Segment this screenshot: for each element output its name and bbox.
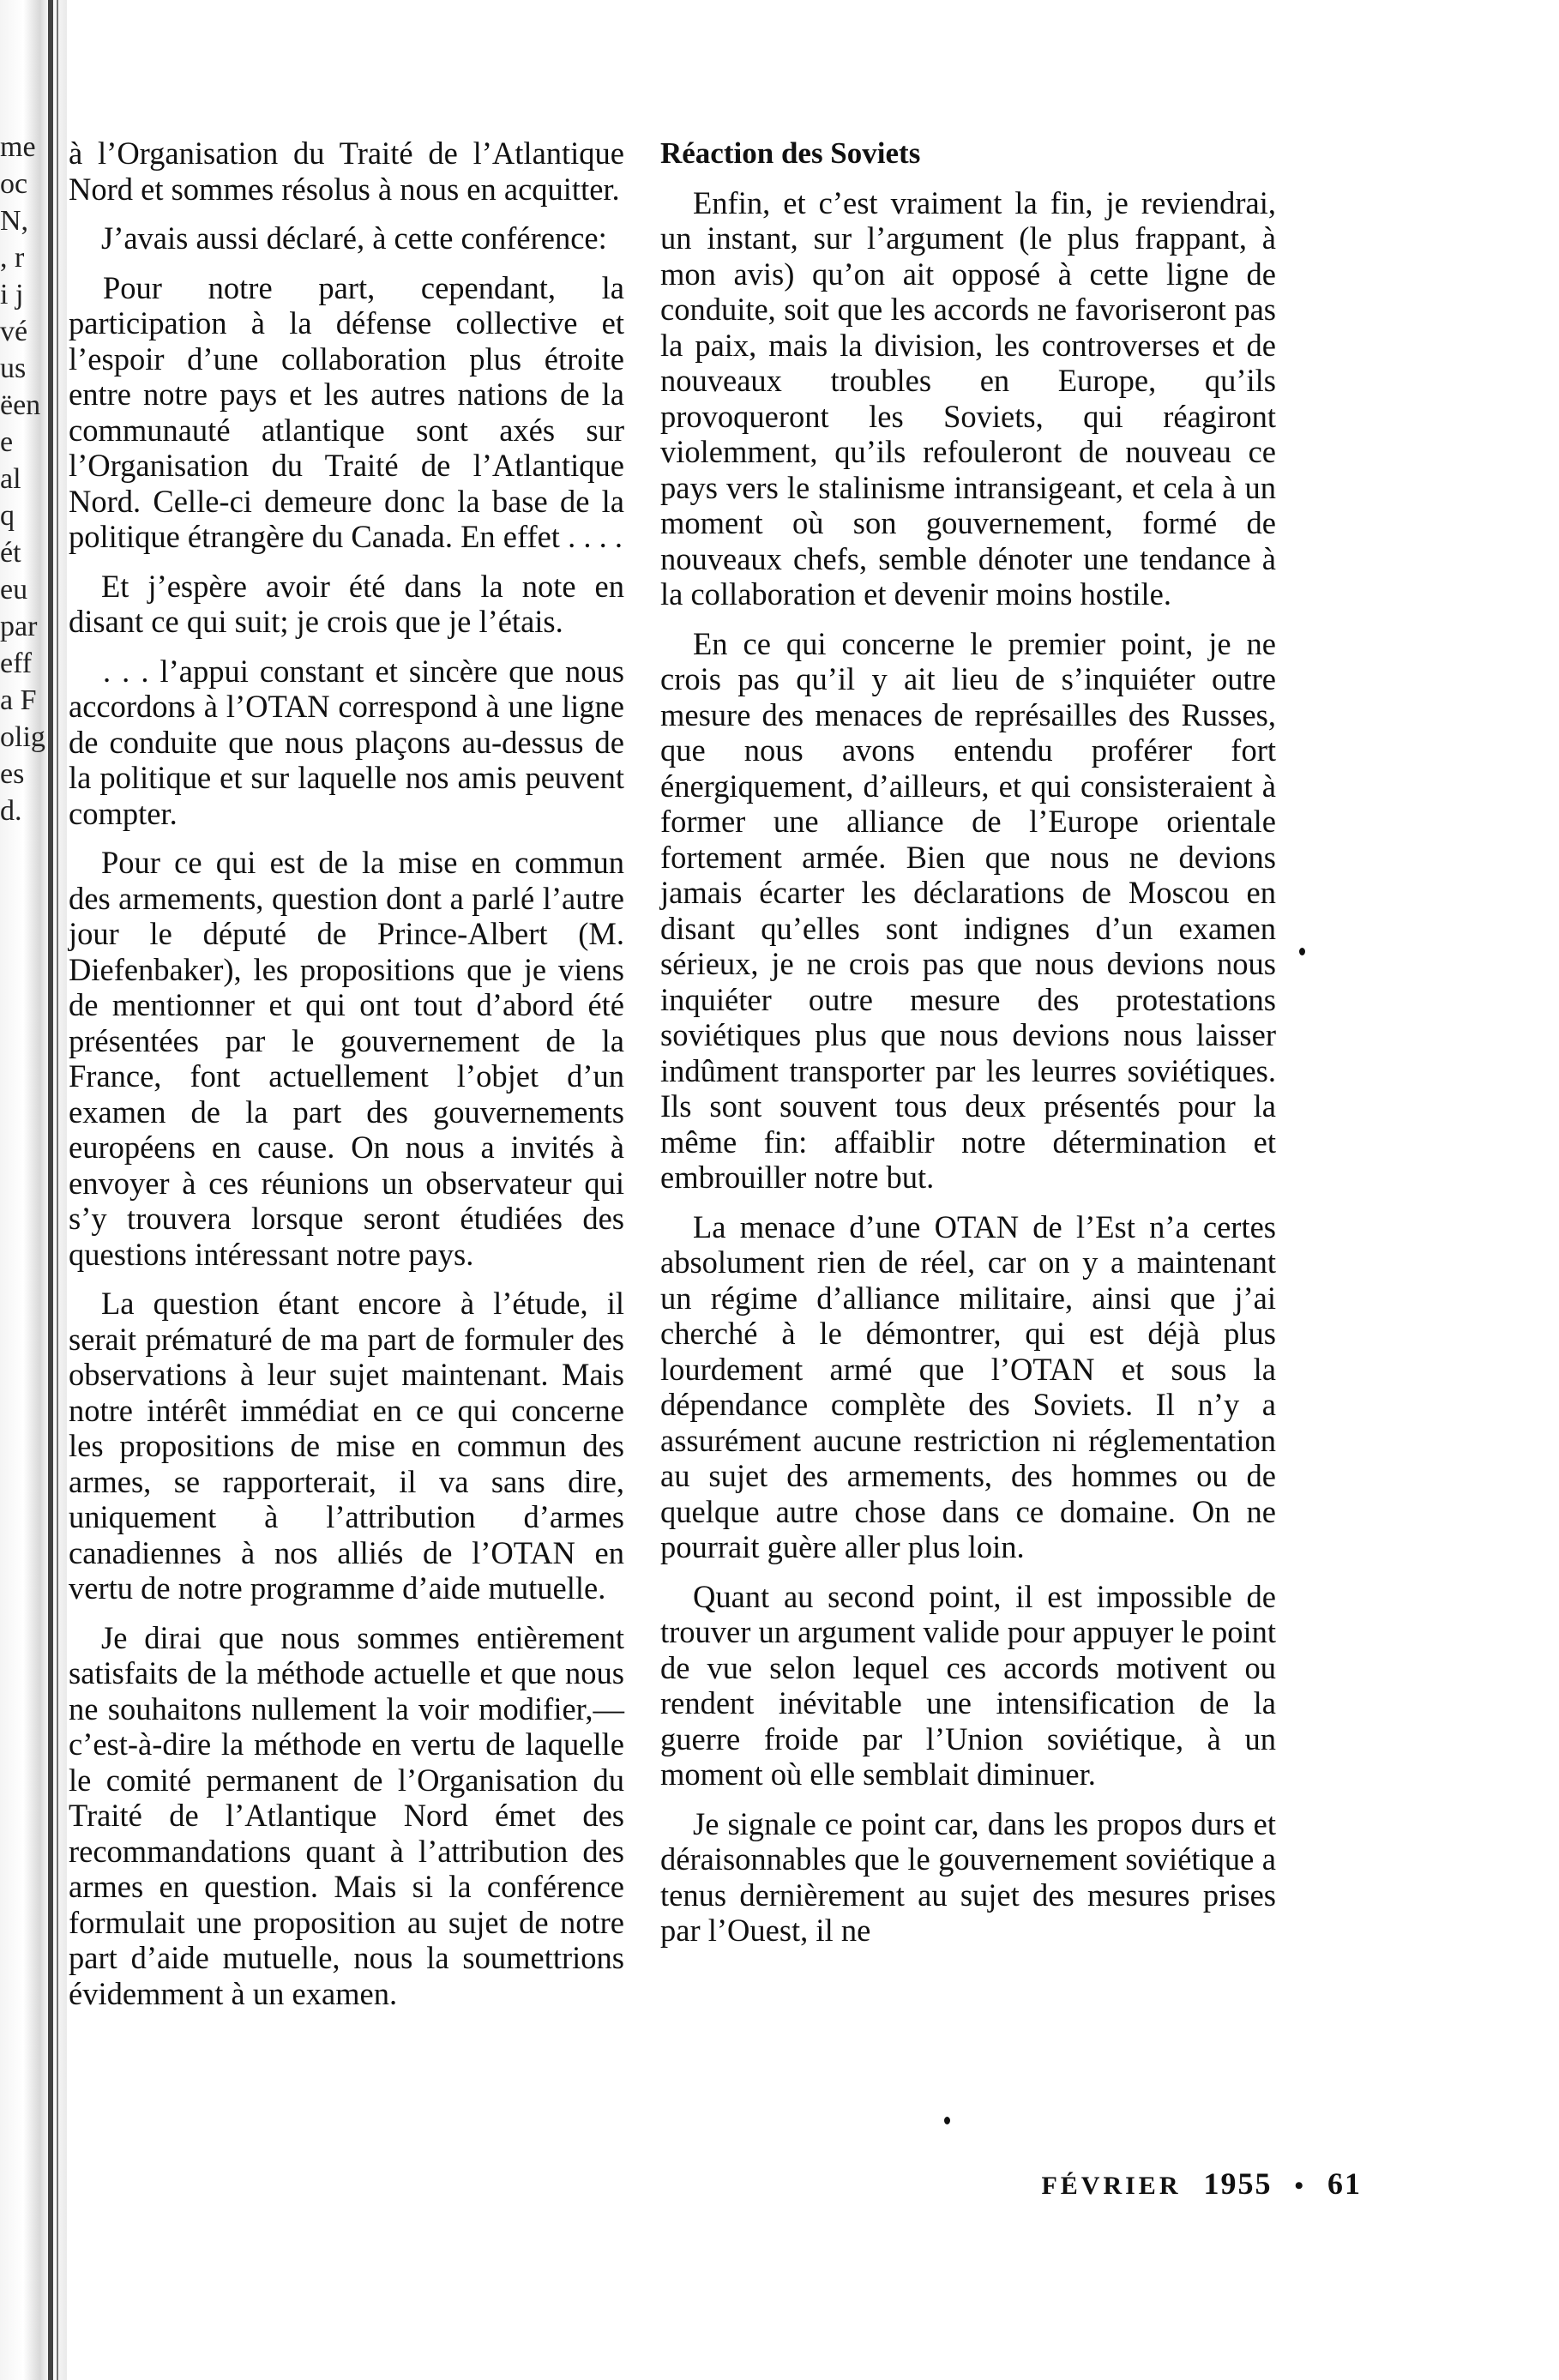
facing-page-fragment: q bbox=[0, 500, 15, 532]
facing-page-fragment: i j bbox=[0, 279, 24, 310]
footer-year: 1955 bbox=[1203, 2166, 1273, 2201]
paragraph: Je dirai que nous sommes entièrement satisfaits de la méthode actuelle et que nous ne souhaitons nullement la voir modifier,—c’est-à-dire la méthode en vertu de laquelle le comité permanent de l’Organisation du Traité de l’Atlantique Nord émet des recommandations quant à l’attribution des armes en question. Mais si la conférence formulait une proposition au sujet de notre part d’aide mutuelle, nous la soumettrions évidemment à un examen. bbox=[69, 1619, 624, 2011]
paragraph: J’avais aussi déclaré, à cette conférence: bbox=[101, 220, 607, 256]
facing-page-fragment: vé bbox=[0, 316, 28, 347]
paragraph: La question étant encore à l’étude, il serait prématuré de ma part de formuler des observations à leur sujet maintenant. Mais notre intérêt immédiat en ce qui concerne les propositions de mise en commun des armes, se rapporterait, il va sans dire, uniquement à l’attribution d’armes canadiennes à nos alliés de l’OTAN en vertu de notre programme d’aide mutuelle. bbox=[69, 1286, 624, 1606]
facing-page-text-fragments bbox=[0, 129, 69, 829]
block-quote: . . . l’appui constant et sincère que nous accordons à l’OTAN correspond à une ligne de conduite que nous plaçons au-dessus de la politique et sur laquelle nos amis peuvent compter. bbox=[69, 653, 624, 831]
footer-month: FÉVRIER bbox=[1041, 2172, 1182, 2200]
facing-page-fragment: , r bbox=[0, 242, 25, 274]
right-column-paragraphs bbox=[660, 185, 1276, 1949]
footer-separator: • bbox=[1294, 2172, 1305, 2200]
paragraph: En ce qui concerne le premier point, je ne crois pas qu’il y ait lieu de s’inquiéter outre mesure des menaces de représailles des Russes, que nous avons entendu proférer fort énergiquement, d’ailleurs, et qui consisteraient à former une alliance de l’Europe orientale fortement armée. Bien que nous ne devions jamais écarter les déclarations de Moscou en disant qu’elles sont indignes d’un examen sérieux, je ne crois pas que nous devions nous inquiéter outre mesure des protestations soviétiques plus que nous devions nous laisser indûment transporter par les leurres soviétiques. Ils sont souvent tous deux présentés pour la même fin: affaiblir notre détermination et embrouiller notre but. bbox=[660, 625, 1276, 1195]
facing-page-fragment: a F bbox=[0, 684, 37, 716]
facing-page-fragment: N, bbox=[0, 205, 29, 237]
paragraph: à l’Organisation du Traité de l’Atlantique Nord et sommes résolus à nous en acquitter. bbox=[69, 136, 624, 207]
page-footer bbox=[959, 2166, 1362, 2202]
paragraph: Quant au second point, il est impossible de trouver un argument valide pour appuyer le point de vue selon lequel ces accords motivent ou rendent inévitable une intensification de la guerre froide par l’Union soviétique, à un moment où elle semblait diminuer. bbox=[660, 1578, 1276, 1792]
facing-page-fragment: eff bbox=[0, 648, 33, 679]
paragraph: La menace d’une OTAN de l’Est n’a certes absolument rien de réel, car on y a maintenant un régime d’alliance militaire, ainsi que j’ai cherché à le démontrer, qui est déjà plus lourdement armé que l’OTAN et sous la dépendance complète des Soviets. Il n’y a assurément aucune restriction ni réglementation au sujet des armements, des hommes ou de quelque autre chose dans ce domaine. On ne pourrait guère aller plus loin. bbox=[660, 1208, 1276, 1564]
scan-speck bbox=[1299, 948, 1305, 955]
facing-page-fragment: par bbox=[0, 611, 38, 642]
scan-speck bbox=[944, 2117, 950, 2124]
facing-page-fragment: eu bbox=[0, 574, 28, 606]
paragraph: Je signale ce point car, dans les propos durs et déraisonnables que le gouvernement soviétique a tenus dernièrement au sujet des mesures prises par l’Ouest, il ne bbox=[660, 1805, 1276, 1948]
facing-page-fragment: me bbox=[0, 131, 36, 163]
facing-page-fragment: d. bbox=[0, 795, 22, 827]
paragraph: Pour ce qui est de la mise en commun des armements, question dont a parlé l’autre jour le député de Prince-Albert (M. Diefenbaker), les propositions que je viens de mentionner et qui ont tout d’abord été présentées par le gouvernement de la France, font actuellement l’objet d’un examen de la part des gouvernements européens en cause. On nous a invités à envoyer à ces réunions un observateur qui s’y trouvera lorsque seront étudiées des questions intéressant notre pays. bbox=[69, 845, 624, 1272]
paragraph: Enfin, et c’est vraiment la fin, je reviendrai, un instant, sur l’argument (le plus frappant, à mon avis) qu’on ait opposé à cette ligne de conduite, soit que les accords ne favoriseront pas la paix, mais la division, les controverses et de nouveaux troubles en Europe, qu’ils provoqueront les Soviets, qui réagiront violemment, qu’ils refouleront de nouveau ce pays vers le stalinisme intransigeant, et cela à un moment où son gouvernement, formé de nouveaux chefs, semble dénoter une tendance à la collaboration et devenir moins hostile. bbox=[660, 184, 1276, 612]
facing-page-fragment: es bbox=[0, 758, 25, 790]
facing-page-fragment: ëen bbox=[0, 389, 41, 421]
facing-page-fragment: us bbox=[0, 352, 27, 384]
left-column bbox=[69, 136, 624, 2025]
section-heading: Réaction des Soviets bbox=[660, 136, 921, 170]
block-quote: Pour notre part, cependant, la participation à la défense collective et l’espoir d’une collaboration plus étroite entre notre pays et les autres nations de la communauté atlantique sont axés sur l’Organisation du Traité de l’Atlantique Nord. Celle-ci demeure donc la base de la politique étrangère du Canada. En effet . . . . bbox=[69, 269, 624, 554]
facing-page-fragment: al bbox=[0, 463, 21, 495]
paragraph: Et j’espère avoir été dans la note en disant ce qui suit; je crois que je l’étais. bbox=[69, 568, 624, 639]
facing-page-fragment: olig bbox=[0, 721, 45, 753]
facing-page-fragment: ét bbox=[0, 537, 21, 569]
facing-page-fragment: oc bbox=[0, 168, 28, 200]
right-column bbox=[660, 136, 1276, 1962]
facing-page-fragment: e bbox=[0, 426, 14, 458]
page-number: 61 bbox=[1327, 2166, 1362, 2201]
